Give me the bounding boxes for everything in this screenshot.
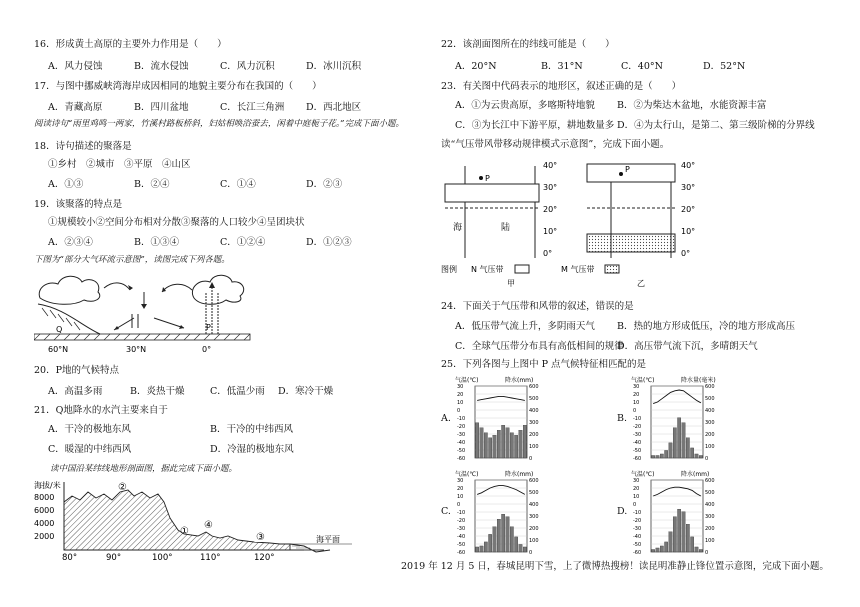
q20-opt-b[interactable]: B．炎热干燥 [130, 386, 185, 397]
lat-60: 60°N [48, 345, 69, 354]
temp-tick: -20 [633, 518, 642, 524]
arrow-sfc-right [154, 318, 184, 328]
xtick-80: 80° [62, 553, 78, 562]
rain-bar [480, 428, 483, 458]
climate-chart-a [455, 374, 547, 464]
rain-bar [682, 512, 685, 552]
temp-tick: 20 [457, 486, 464, 492]
poem-intro: 阅读诗句“雨里鸡鸣一两家，竹溪村路板桥斜，妇姑相唤浴蚕去，闲着中庭栀子花。”完成下面小题。 [34, 119, 404, 129]
front-line [38, 304, 100, 334]
q16-stem: 16．形成黄土高原的主要外力作用是（ ） [34, 39, 227, 50]
lat-30: 30°N [126, 345, 147, 354]
rain-bar [691, 448, 694, 458]
svg-text:40°: 40° [543, 161, 558, 170]
rain-title: 降水(mm) [505, 377, 534, 384]
rain-bar [673, 517, 676, 552]
temp-tick: 10 [633, 400, 640, 406]
rain-bar [519, 430, 522, 458]
rain-tick: 100 [529, 444, 539, 450]
rain-bar [489, 438, 492, 458]
legend-m: M 气压带 [561, 265, 595, 274]
rain-tick: 400 [529, 502, 539, 508]
rain-bar [515, 435, 518, 458]
rain-tick: 200 [529, 432, 539, 438]
pressure-belt-diagram [441, 154, 741, 292]
profile-intro: 读中国沿某纬线地形剖面图，据此完成下面小题。 [50, 464, 238, 474]
rain-bar [660, 546, 663, 552]
rain-bar [502, 425, 505, 458]
xtick-110: 110° [200, 553, 221, 562]
rain-bar [506, 517, 509, 552]
climate-chart-c [455, 468, 547, 558]
climate-label-c[interactable]: C. [441, 506, 451, 517]
temp-tick: -50 [633, 448, 642, 454]
rain-bar [480, 546, 483, 552]
svg-text:陆: 陆 [501, 223, 511, 233]
kunming-intro: 2019 年 12 月 5 日，春城昆明下雪，上了微博热搜榜！读昆明准静止锋位置示意图，完成下面小题。 [401, 561, 829, 572]
ground [34, 334, 250, 340]
q17-stem: 17．与图中挪威峡湾海岸成因相同的地貌主要分布在我国的（ ） [34, 81, 322, 92]
q19-opt-a[interactable]: A．②③④ [48, 237, 93, 248]
q22-opt-b[interactable]: B．31°N [541, 61, 583, 72]
q19-items: ①规模较小②空间分布相对分散③聚落的人口较少④呈团块状 [48, 217, 305, 228]
rain-bar [493, 435, 496, 458]
q22-opt-c[interactable]: C．40°N [621, 61, 663, 72]
rain-bar [699, 549, 702, 552]
q18-items: ①乡村 ②城市 ③平原 ④山区 [48, 159, 191, 170]
temp-tick: -20 [457, 518, 466, 524]
rain-tick: 0 [705, 456, 709, 462]
rain-tick: 0 [705, 550, 709, 556]
q19-opt-d[interactable]: D．①②③ [306, 237, 352, 248]
q21-opt-b[interactable]: B．干冷的中纬西风 [210, 424, 293, 435]
q21-opt-d[interactable]: D．冷湿的极地东风 [210, 444, 294, 455]
temp-tick: -30 [457, 526, 466, 532]
q23-opt-a[interactable]: A．①为云贵高原，多喀斯特地貌 [455, 100, 595, 111]
svg-text:10°: 10° [681, 227, 696, 236]
temp-tick: 0 [457, 408, 461, 414]
rain-tick: 200 [705, 432, 715, 438]
rain-bar [506, 428, 509, 458]
q24-opt-c[interactable]: C．全球气压带分布具有高低相间的规律 [455, 341, 624, 352]
rain-bar [665, 450, 668, 458]
temp-tick: 30 [457, 384, 464, 390]
svg-text:20°: 20° [543, 205, 558, 214]
rain-tick: 0 [529, 550, 533, 556]
q19-opt-b[interactable]: B．①③④ [134, 237, 179, 248]
q23-stem: 23．有关图中代码表示的地形区，叙述正确的是（ ） [441, 81, 682, 92]
temp-tick: -20 [633, 424, 642, 430]
rain-bar [678, 418, 681, 458]
rain-bar [519, 544, 522, 552]
temp-tick: 0 [633, 502, 637, 508]
rain-bar [476, 547, 479, 552]
cloud-left-icon [39, 276, 100, 304]
rain-tick: 500 [705, 396, 715, 402]
rain-bar [489, 534, 492, 552]
temp-tick: 20 [457, 392, 464, 398]
temp-tick: 10 [457, 494, 464, 500]
rain-tick: 400 [529, 408, 539, 414]
svg-text:10°: 10° [543, 227, 558, 236]
profile-ylabel: 海拔/米 [34, 481, 61, 490]
rain-bar [652, 455, 655, 458]
svg-text:20°: 20° [681, 205, 696, 214]
rain-bar [686, 524, 689, 552]
q20-stem: 20．P地的气候特点 [34, 365, 119, 376]
rain-bar [523, 425, 526, 458]
q18-opt-b[interactable]: B．②④ [134, 179, 170, 190]
q17-opt-b[interactable]: B．四川盆地 [134, 102, 189, 113]
temp-tick: -10 [457, 416, 466, 422]
arrow-top-right [162, 284, 192, 292]
terrain-profile [34, 478, 364, 562]
temp-tick: -50 [457, 542, 466, 548]
q16-opt-d[interactable]: D．冰川沉积 [306, 61, 362, 72]
q24-opt-d[interactable]: D．高压带气流下沉，多晴朗天气 [617, 341, 758, 352]
rain-bar [699, 455, 702, 458]
rain-bar [523, 547, 526, 552]
rain-bar [669, 532, 672, 552]
rain-bar [656, 455, 659, 458]
temp-tick: -10 [633, 510, 642, 516]
sea-level-label: 海平面 [316, 535, 340, 544]
temp-tick: -10 [633, 416, 642, 422]
q18-opt-c[interactable]: C．①④ [220, 179, 256, 190]
rain-tick: 200 [529, 526, 539, 532]
temp-tick: -20 [457, 424, 466, 430]
climate-label-a[interactable]: A. [441, 413, 451, 424]
temp-tick: -60 [633, 550, 642, 556]
rain-title: 降水(mm) [681, 471, 710, 478]
rain-tick: 500 [529, 396, 539, 402]
label-yi: 乙 [637, 279, 645, 288]
svg-text:海: 海 [453, 223, 463, 233]
legend-n: N 气压带 [471, 265, 504, 274]
rain-bar [678, 509, 681, 552]
rain-tick: 0 [529, 456, 533, 462]
svg-text:0°: 0° [681, 249, 691, 258]
rain-bar [660, 454, 663, 458]
mark-1: ① [180, 526, 189, 537]
rain-bar [669, 443, 672, 458]
rain-tick: 200 [705, 526, 715, 532]
rain-tick: 500 [529, 490, 539, 496]
q18-opt-a[interactable]: A．①③ [48, 179, 84, 190]
temp-tick: 20 [633, 486, 640, 492]
climate-label-d[interactable]: D. [617, 506, 628, 517]
circulation-intro: 下图为“部分大气环流示意图”，读图完成下列各题。 [34, 255, 230, 265]
q21-opt-c[interactable]: C．暖湿的中纬西风 [48, 444, 132, 455]
temp-tick: 20 [633, 392, 640, 398]
rain-tick: 500 [705, 490, 715, 496]
belt-intro: 读“气压带风带移动规律模式示意图”，完成下面小题。 [441, 139, 670, 150]
temp-tick: -60 [457, 456, 466, 462]
q20-opt-c[interactable]: C．低温少雨 [210, 386, 265, 397]
rain-bar [686, 438, 689, 458]
ytick-8000: 8000 [34, 493, 55, 502]
temp-tick: -60 [457, 550, 466, 556]
temp-tick: -40 [457, 440, 466, 446]
rain-bar [493, 527, 496, 552]
rain-bar [665, 542, 668, 552]
q18-stem: 18．诗句描述的聚落是 [34, 141, 132, 152]
temp-tick: 0 [633, 408, 637, 414]
rain-bar [497, 430, 500, 458]
mark-2: ② [118, 482, 127, 493]
arrow-rise-30 [132, 314, 138, 328]
svg-text:30°: 30° [681, 183, 696, 192]
q16-opt-b[interactable]: B．流水侵蚀 [134, 61, 189, 72]
label-jia: 甲 [507, 279, 515, 288]
q17-opt-a[interactable]: A．青藏高原 [48, 102, 103, 113]
mark-3: ③ [256, 532, 265, 543]
rain-tick: 600 [705, 384, 715, 390]
rain-bar [510, 433, 513, 458]
panel-jia [445, 161, 557, 258]
q21-opt-a[interactable]: A．干冷的极地东风 [48, 424, 131, 435]
ytick-4000: 4000 [34, 519, 55, 528]
rain-tick: 100 [529, 538, 539, 544]
temp-tick: -30 [457, 432, 466, 438]
xtick-120: 120° [254, 553, 275, 562]
rain-bar [515, 537, 518, 552]
mark-4: ④ [204, 520, 213, 531]
q23-opt-c[interactable]: C．③为长江中下游平原，耕地数量多 [455, 120, 615, 131]
temp-title: 气温(℃) [455, 471, 479, 478]
ytick-2000: 2000 [34, 532, 55, 541]
q23-opt-b[interactable]: B．②为柴达木盆地，水能资源丰富 [617, 100, 767, 111]
legend-title: 图例 [441, 265, 457, 274]
circulation-diagram [34, 270, 274, 356]
q24-opt-a[interactable]: A．低压带气流上升，多阴雨天气 [455, 321, 595, 332]
plot-frame [651, 386, 703, 458]
temp-tick: -50 [633, 542, 642, 548]
q22-opt-a[interactable]: A．20°N [455, 61, 497, 72]
svg-text:0°: 0° [543, 249, 553, 258]
temp-tick: -60 [633, 456, 642, 462]
rain-bar [484, 542, 487, 552]
rain-bar [652, 549, 655, 552]
rain-bar [497, 519, 500, 552]
xtick-90: 90° [106, 553, 122, 562]
q21-stem: 21．Q地降水的水汽主要来自于 [34, 405, 168, 416]
rain-bar [695, 454, 698, 458]
q19-stem: 19．该聚落的特点是 [34, 199, 123, 210]
q18-opt-d[interactable]: D．②③ [306, 179, 343, 190]
rain-tick: 600 [705, 478, 715, 484]
rain-tick: 400 [705, 502, 715, 508]
q16-opt-a[interactable]: A．风力侵蚀 [48, 61, 103, 72]
panel-yi [587, 161, 695, 258]
rain-bar [682, 423, 685, 458]
svg-text:40°: 40° [681, 161, 696, 170]
rain-bar [502, 514, 505, 552]
temp-tick: -30 [633, 432, 642, 438]
temp-title: 气温(℃) [455, 377, 479, 384]
temp-tick: 10 [633, 494, 640, 500]
q23-opt-d[interactable]: D．④为太行山，是第二、第三级阶梯的分界线 [617, 120, 815, 131]
rain-tick: 600 [529, 384, 539, 390]
temp-tick: -50 [457, 448, 466, 454]
rain-bar [484, 433, 487, 458]
temp-tick: 30 [633, 384, 640, 390]
q19-opt-c[interactable]: C．①②④ [220, 237, 266, 248]
plot-frame [651, 480, 703, 552]
temp-title: 气温(℃) [631, 377, 655, 384]
arrow-top-left [104, 283, 130, 290]
temp-tick: 10 [457, 400, 464, 406]
svg-text:30°: 30° [543, 183, 558, 192]
rain-tick: 100 [705, 444, 715, 450]
rain-tick: 300 [705, 420, 715, 426]
rain-tick: 300 [529, 514, 539, 520]
climate-chart-d [631, 468, 723, 558]
climate-chart-b [631, 374, 723, 464]
label-q: Q [56, 325, 63, 334]
lat-0: 0° [202, 345, 212, 354]
temp-title: 气温(℃) [631, 471, 655, 478]
temp-tick: 30 [633, 478, 640, 484]
temp-tick: -30 [633, 526, 642, 532]
temp-tick: -40 [633, 440, 642, 446]
rain-tick: 300 [529, 420, 539, 426]
temp-tick: 30 [457, 478, 464, 484]
rain-bar [510, 527, 513, 552]
temp-tick: -40 [633, 534, 642, 540]
q17-opt-c[interactable]: C．长江三角洲 [220, 102, 285, 113]
rain-title: 降水量(毫米) [681, 377, 716, 384]
xtick-100: 100° [152, 553, 173, 562]
climate-label-b[interactable]: B. [617, 413, 628, 424]
rain-bar [656, 548, 659, 552]
svg-text:P: P [625, 165, 630, 174]
rain-bar [673, 428, 676, 458]
ytick-6000: 6000 [34, 506, 55, 515]
rain-tick: 600 [529, 478, 539, 484]
q20-opt-d[interactable]: D．寒冷干燥 [278, 386, 334, 397]
q22-stem: 22．该剖面图所在的纬线可能是（ ） [441, 39, 615, 50]
rain-bar [476, 423, 479, 458]
rain-bar [695, 547, 698, 552]
rain-bar [691, 537, 694, 552]
rain-title: 降水(mm) [505, 471, 534, 478]
q17-opt-d[interactable]: D．西北地区 [306, 102, 362, 113]
q24-stem: 24．下面关于气压带和风带的叙述，错误的是 [441, 301, 634, 312]
q22-opt-d[interactable]: D．52°N [703, 61, 746, 72]
q24-opt-b[interactable]: B．热的地方形成低压，冷的地方形成高压 [617, 321, 795, 332]
q20-opt-a[interactable]: A．高温多雨 [48, 386, 103, 397]
rain-tick: 400 [705, 408, 715, 414]
q16-opt-c[interactable]: C．风力沉积 [220, 61, 275, 72]
svg-text:P: P [485, 174, 490, 183]
rain-tick: 100 [705, 538, 715, 544]
temp-tick: 0 [457, 502, 461, 508]
q25-stem: 25．下列各图与上图中 P 点气候特征相匹配的是 [441, 359, 647, 370]
rain-tick: 300 [705, 514, 715, 520]
temp-tick: -10 [457, 510, 466, 516]
temp-tick: -40 [457, 534, 466, 540]
label-p: P [206, 323, 211, 332]
